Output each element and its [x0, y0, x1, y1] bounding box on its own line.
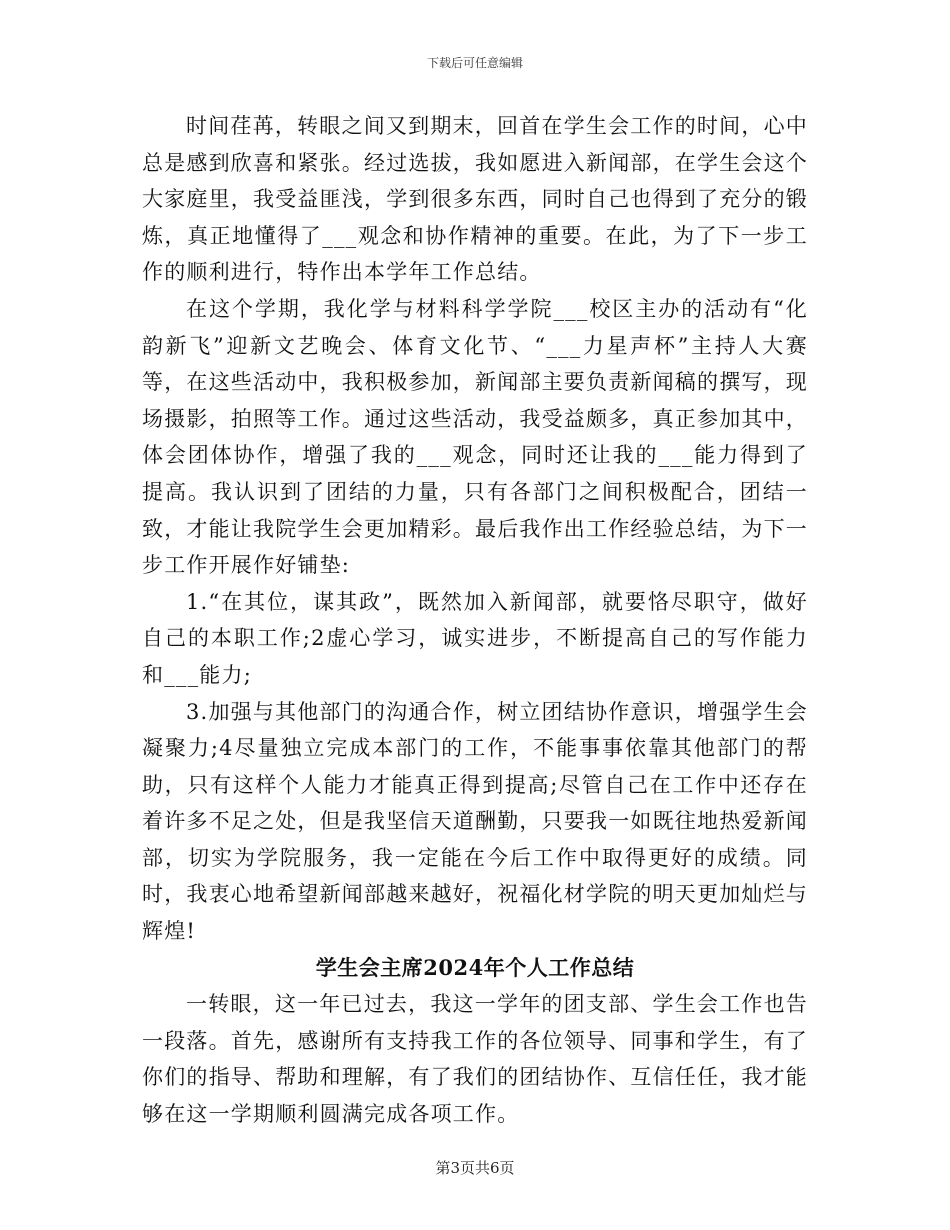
page-header: 下载后可任意编辑 — [426, 56, 523, 70]
paragraph-intro: 时间荏苒，转眼之间又到期末，回首在学生会工作的时间，心中总是感到欣喜和紧张。经过选拔，我如愿进入新闻部，在学生会这个大家庭里，我受益匪浅，学到很多东西，同时自己也得到了充分的锻炼，真正地懂得了___观念和协作精神的重要。在此，为了下一步工作的顺利进行，特作出本学年工作总结。 — [142, 114, 808, 285]
paragraph-point-1-2: 1.“在其位，谋其政”，既然加入新闻部，就要恪尽职守，做好自己的本职工作;2虚心学习，诚实进步，不断提高自己的写作能力和___能力; — [142, 589, 808, 687]
page-number: 第3页共6页 — [435, 1159, 515, 1177]
paragraph-activities: 在这个学期，我化学与材料科学学院___校区主办的活动有“化韵新飞”迎新文艺晚会、体育文化节、“___力星声杯”主持人大赛等，在这些活动中，我积极参加，新闻部主要负责新闻稿的撰写，现场摄影，拍照等工作。通过这些活动，我受益颇多，真正参加其中，体会团体协作，增强了我的___观念，同时还让我的___能力得到了提高。我认识到了团结的力量，只有各部门之间积极配合，团结一致，才能让我院学生会更加精彩。最后我作出工作经验总结，为下一步工作开展作好铺垫: — [142, 296, 808, 578]
section-paragraph: 一转眼，这一年已过去，我这一学年的团支部、学生会工作也告一段落。首先，感谢所有支持我工作的各位领导、同事和学生，有了你们的指导、帮助和理解，有了我们的团结协作、互信任任，我才能够在这一学期顺利圆满完成各项工作。 — [142, 992, 808, 1127]
document-body — [142, 108, 808, 1133]
section-title: 学生会主席2024年个人工作总结 — [315, 954, 635, 980]
paragraph-point-3-4: 3.加强与其他部门的沟通合作，树立团结协作意识，增强学生会凝聚力;4尽量独立完成本部门的工作，不能事事依靠其他部门的帮助，只有这样个人能力才能真正得到提高;尽管自己在工作中还存在着许多不足之处，但是我坚信天道酬勤，只要我一如既往地热爱新闻部，切实为学院服务，我一定能在今后工作中取得更好的成绩。同时，我衷心地希望新闻部越来越好，祝福化材学院的明天更加灿烂与辉煌! — [142, 699, 808, 944]
